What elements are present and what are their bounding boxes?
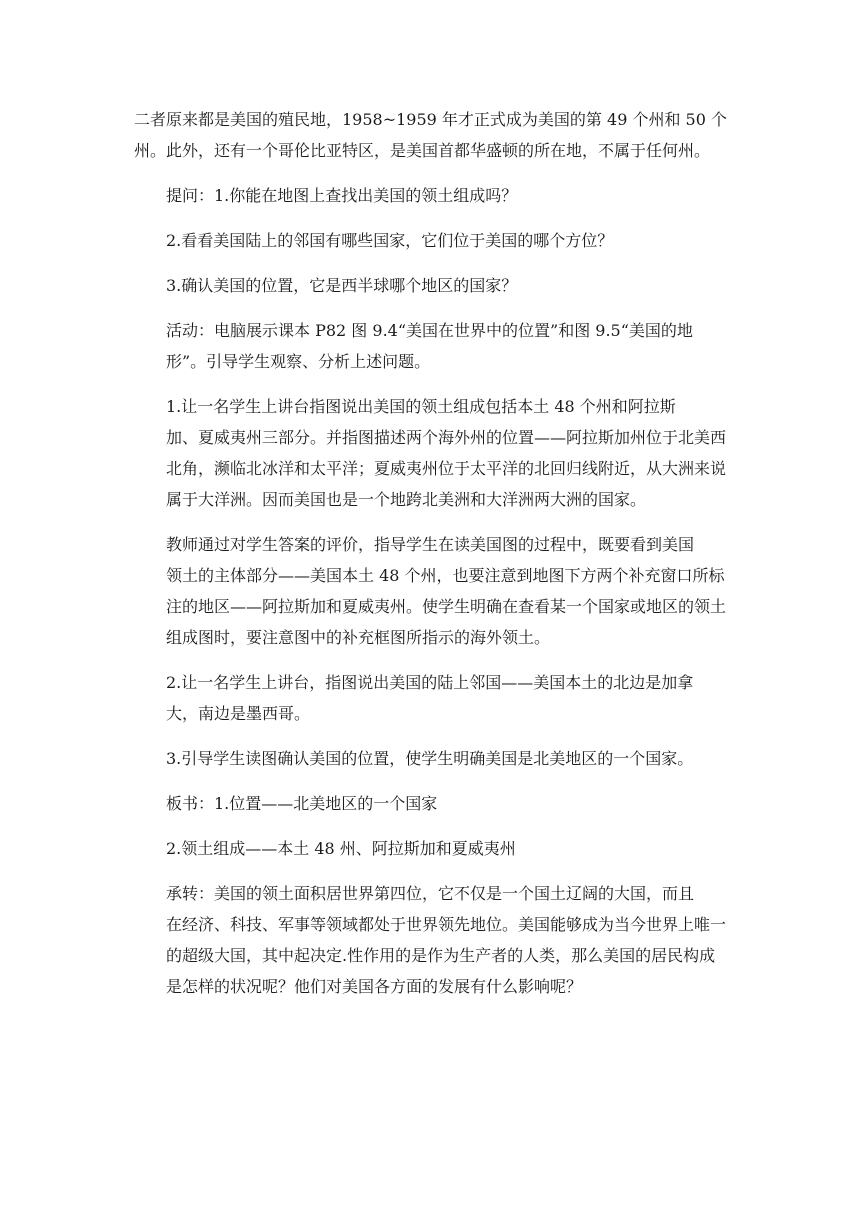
text-line: 属于大洋洲。因而美国也是一个地跨北美洲和大洋洲两大洲的国家。 [166, 490, 647, 509]
paragraph-step-3 [134, 743, 734, 774]
text-line: 加、夏威夷州三部分。并指图描述两个海外州的位置——阿拉斯加州位于北美西 [166, 428, 727, 447]
text-line: 2.领土组成——本土 48 州、阿拉斯加和夏威夷州 [166, 839, 516, 858]
text-line: 注的地区——阿拉斯加和夏威夷州。使学生明确在查看某一个国家或地区的领土 [166, 597, 727, 616]
text-line: 是怎样的状况呢？他们对美国各方面的发展有什么影响呢？ [166, 977, 583, 996]
paragraph-transition [134, 878, 734, 1002]
text-line: 组成图时，要注意图中的补充框图所指示的海外领土。 [166, 628, 551, 647]
document-page [134, 104, 734, 1016]
text-line: 提问：1.你能在地图上查找出美国的领土组成吗？ [166, 186, 518, 205]
paragraph-blackboard-1 [134, 788, 734, 819]
text-line: 大，南边是墨西哥。 [166, 704, 311, 723]
paragraph-activity [134, 315, 734, 377]
paragraph-question-1 [134, 180, 734, 211]
paragraph-teacher-evaluation [134, 529, 734, 653]
text-line: 二者原来都是美国的殖民地，1958~1959 年才正式成为美国的第 49 个州和 50 个 [134, 110, 727, 129]
paragraph-blackboard-2 [134, 833, 734, 864]
text-line: 教师通过对学生答案的评价，指导学生在读美国图的过程中，既要看到美国 [166, 535, 695, 554]
text-line: 形”。引导学生观察、分析上述问题。 [166, 352, 431, 371]
text-line: 2.让一名学生上讲台，指图说出美国的陆上邻国——美国本土的北边是加拿 [166, 673, 694, 692]
text-line: 2.看看美国陆上的邻国有哪些国家，它们位于美国的哪个方位？ [166, 231, 614, 250]
paragraph-step-2 [134, 667, 734, 729]
paragraph-question-3 [134, 270, 734, 301]
text-line: 领土的主体部分——美国本土 48 个州，也要注意到地图下方两个补充窗口所标 [166, 566, 725, 585]
paragraph-question-2 [134, 225, 734, 256]
paragraph-colonies [134, 104, 734, 166]
text-line: 3.引导学生读图确认美国的位置，使学生明确美国是北美地区的一个国家。 [166, 749, 694, 768]
text-line: 州。此外，还有一个哥伦比亚特区，是美国首都华盛顿的所在地，不属于任何州。 [134, 141, 711, 160]
text-line: 承转：美国的领土面积居世界第四位，它不仅是一个国土辽阔的大国，而且 [166, 884, 695, 903]
paragraph-step-1 [134, 391, 734, 515]
text-line: 1.让一名学生上讲台指图说出美国的领土组成包括本土 48 个州和阿拉斯 [166, 397, 676, 416]
text-line: 3.确认美国的位置，它是西半球哪个地区的国家？ [166, 276, 518, 295]
text-line: 在经济、科技、军事等领域都处于世界领先地位。美国能够成为当今世界上唯一 [166, 915, 727, 934]
text-line: 板书：1.位置——北美地区的一个国家 [166, 794, 438, 813]
text-line: 活动：电脑展示课本 P82 图 9.4“美国在世界中的位置”和图 9.5“美国的地 [166, 321, 693, 340]
text-line: 北角，濒临北冰洋和太平洋；夏威夷州位于太平洋的北回归线附近，从大洲来说 [166, 459, 727, 478]
text-line: 的超级大国，其中起决定.性作用的是作为生产者的人类，那么美国的居民构成 [166, 946, 716, 965]
